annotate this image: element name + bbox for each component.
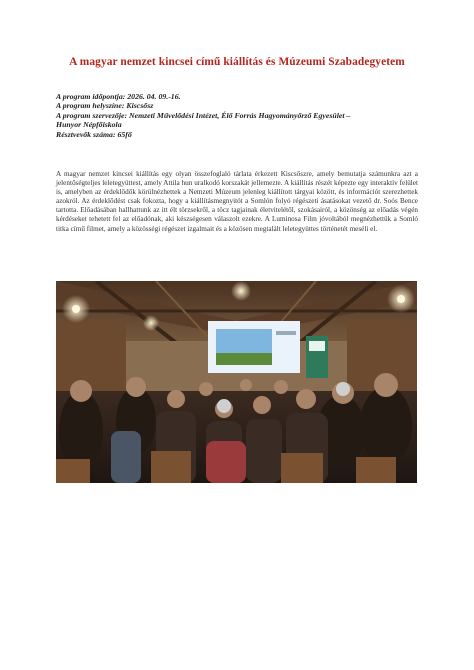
program-organizer: A program szervezője: Nemzeti Művelődési Intézet, Élő Forrás Hagyományőrző Egyesület –: [56, 110, 351, 120]
event-photo: [56, 281, 417, 483]
program-organizer-continued: Hunyor Népfőiskola: [56, 120, 122, 130]
program-details: [56, 92, 426, 139]
article-body: A magyar nemzet kincsei kiállítás egy olyan összefoglaló tárlata érkezett Kiscsőszre, amely bemutatja számunkra azt a jelentőségteljes leletegyüttest, amely Attila hun uralkodó korszakát jellemezte. A kiállítás részét képezte egy interaktív felület is, amelyben az érdeklődők körülnézhettek a Nemzeti Múzeum jelenleg kiállított tárgyai között, és információt szerezhettek azokról. Az érdeklődést csak fokozta, hogy a kiállításmegnyitót a Somlón folyó régészeti ásatásokat vezető dr. Soós Bence tartotta. Előadásában hallhattunk az itt élt törzsekről, a töcz tagjainak életvitelétől, szokásairól, a közönség az előadás végén kérdéseket tehetett fel az előadónak, aki készségesen válaszolt ezekre. A Luminosa Film jóvoltából megnézhettük a Somló titka című filmet, amely a közösségi régészet izgalmait és a közösen megtalált leletegyüttes történetét meséli el.: [56, 170, 418, 233]
program-venue: A program helyszíne: Kiscsősz: [56, 101, 154, 111]
program-date: A program időpontja: 2026. 04. 09.-16.: [56, 92, 181, 101]
page-title: A magyar nemzet kincsei című kiállítás és Múzeumi Szabadegyetem: [69, 56, 405, 68]
participant-count: Résztvevők száma: 65fő: [56, 129, 132, 139]
